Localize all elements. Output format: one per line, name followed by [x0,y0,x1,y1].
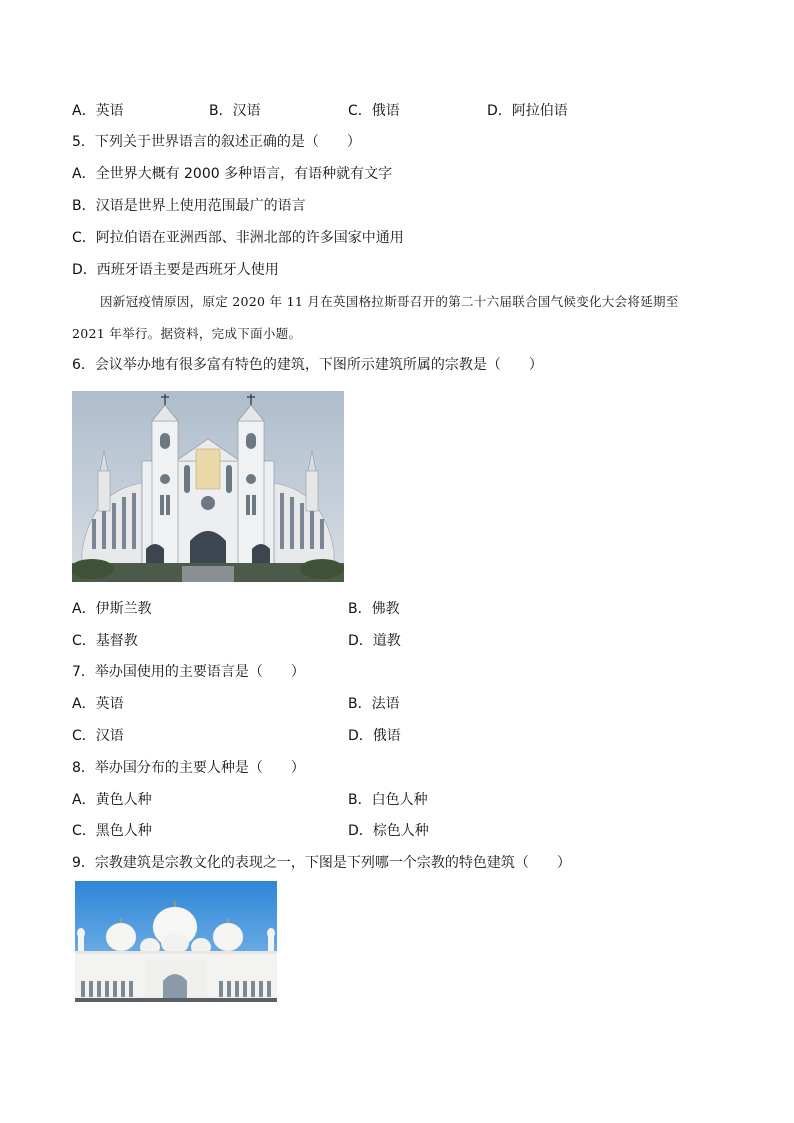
q4-option-c: C．俄语 [348,103,400,119]
q5-option-b: B．汉语是世界上使用范围最广的语言 [72,198,306,214]
q9-stem: 9．宗教建筑是宗教文化的表现之一，下图是下列哪一个宗教的特色建筑（ ） [72,855,571,871]
q7-option-d: D．俄语 [348,728,401,744]
q4-option-b: B．汉语 [209,103,261,119]
q8-option-c: C．黑色人种 [72,823,152,839]
q8-option-a: A．黄色人种 [72,792,152,808]
q7-option-a: A．英语 [72,696,124,712]
q6-option-d: D．道教 [348,633,401,649]
q8-option-d: D．棕色人种 [348,823,429,839]
q5-option-d: D．西班牙语主要是西班牙人使用 [72,262,279,278]
q7-stem: 7．举办国使用的主要语言是（ ） [72,664,305,680]
mosque-photo [75,881,277,1002]
q6-option-b: B．佛教 [348,601,400,617]
q5-option-a: A．全世界大概有 2000 多种语言，有语种就有文字 [72,166,393,182]
q4-option-a: A．英语 [72,103,124,119]
passage-line-1: 因新冠疫情原因，原定 2020 年 11 月在英国格拉斯哥召开的第二十六届联合国气候变化大会将延期至 [100,294,679,309]
q7-option-b: B．法语 [348,696,400,712]
passage-line-2: 2021 年举行。据资料，完成下面小题。 [72,326,302,341]
q7-option-c: C．汉语 [72,728,124,744]
q8-stem: 8．举办国分布的主要人种是（ ） [72,760,305,776]
q4-option-d: D．阿拉伯语 [487,103,568,119]
q6-stem: 6．会议举办地有很多富有特色的建筑，下图所示建筑所属的宗教是（ ） [72,357,543,373]
q6-option-c: C．基督教 [72,633,138,649]
q6-option-a: A．伊斯兰教 [72,601,152,617]
q5-stem: 5．下列关于世界语言的叙述正确的是（ ） [72,134,361,150]
q8-option-b: B．白色人种 [348,792,428,808]
church-photo [72,391,344,582]
q5-option-c: C．阿拉伯语在亚洲西部、非洲北部的许多国家中通用 [72,230,404,246]
